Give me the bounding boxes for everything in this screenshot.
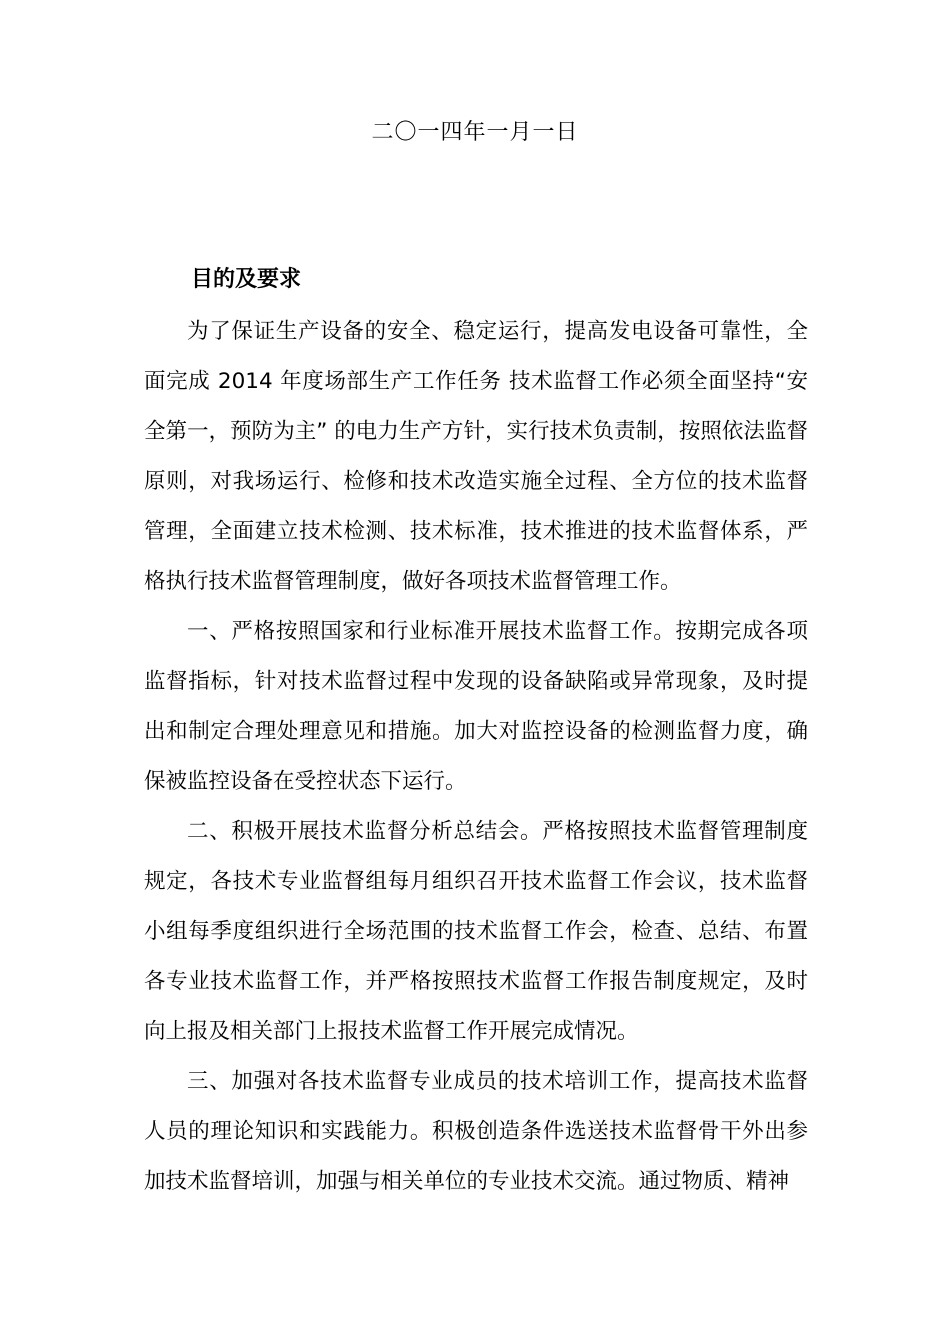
paragraph-intro: 为了保证生产设备的安全、稳定运行，提高发电设备可靠性，全面完成 2014 年度场部生产工作任务 技术监督工作必须全面坚持“安全第一，预防为主” 的电力生产方针，实行技术负责制，按照依法监督原则，对我场运行、检修和技术改造实施全过程、全方位的技术监督管理，全面建立技术检测、技术标准，技术推进的技术监督体系，严格执行技术监督管理制度，做好各项技术监督管理工作。 [144, 319, 808, 594]
paragraph-item-3: 三、加强对各技术监督专业成员的技术培训工作，提高技术监督人员的理论知识和实践能力。积极创造条件选送技术监督骨干外出参加技术监督培训，加强与相关单位的专业技术交流。通过物质、精神 [144, 1069, 808, 1194]
section-heading: 目的及要求 [191, 267, 302, 292]
document-date: 二〇一四年一月一日 [371, 120, 579, 145]
paragraph-item-1: 一、严格按照国家和行业标准开展技术监督工作。按期完成各项监督指标，针对技术监督过程中发现的设备缺陷或异常现象，及时提出和制定合理处理意见和措施。加大对监控设备的检测监督力度，确保被监控设备在受控状态下运行。 [144, 619, 808, 794]
document-body [144, 307, 808, 1207]
paragraph-item-2: 二、积极开展技术监督分析总结会。严格按照技术监督管理制度规定，各技术专业监督组每月组织召开技术监督工作会议，技术监督小组每季度组织进行全场范围的技术监督工作会，检查、总结、布置各专业技术监督工作，并严格按照技术监督工作报告制度规定，及时向上报及相关部门上报技术监督工作开展完成情况。 [144, 819, 808, 1044]
